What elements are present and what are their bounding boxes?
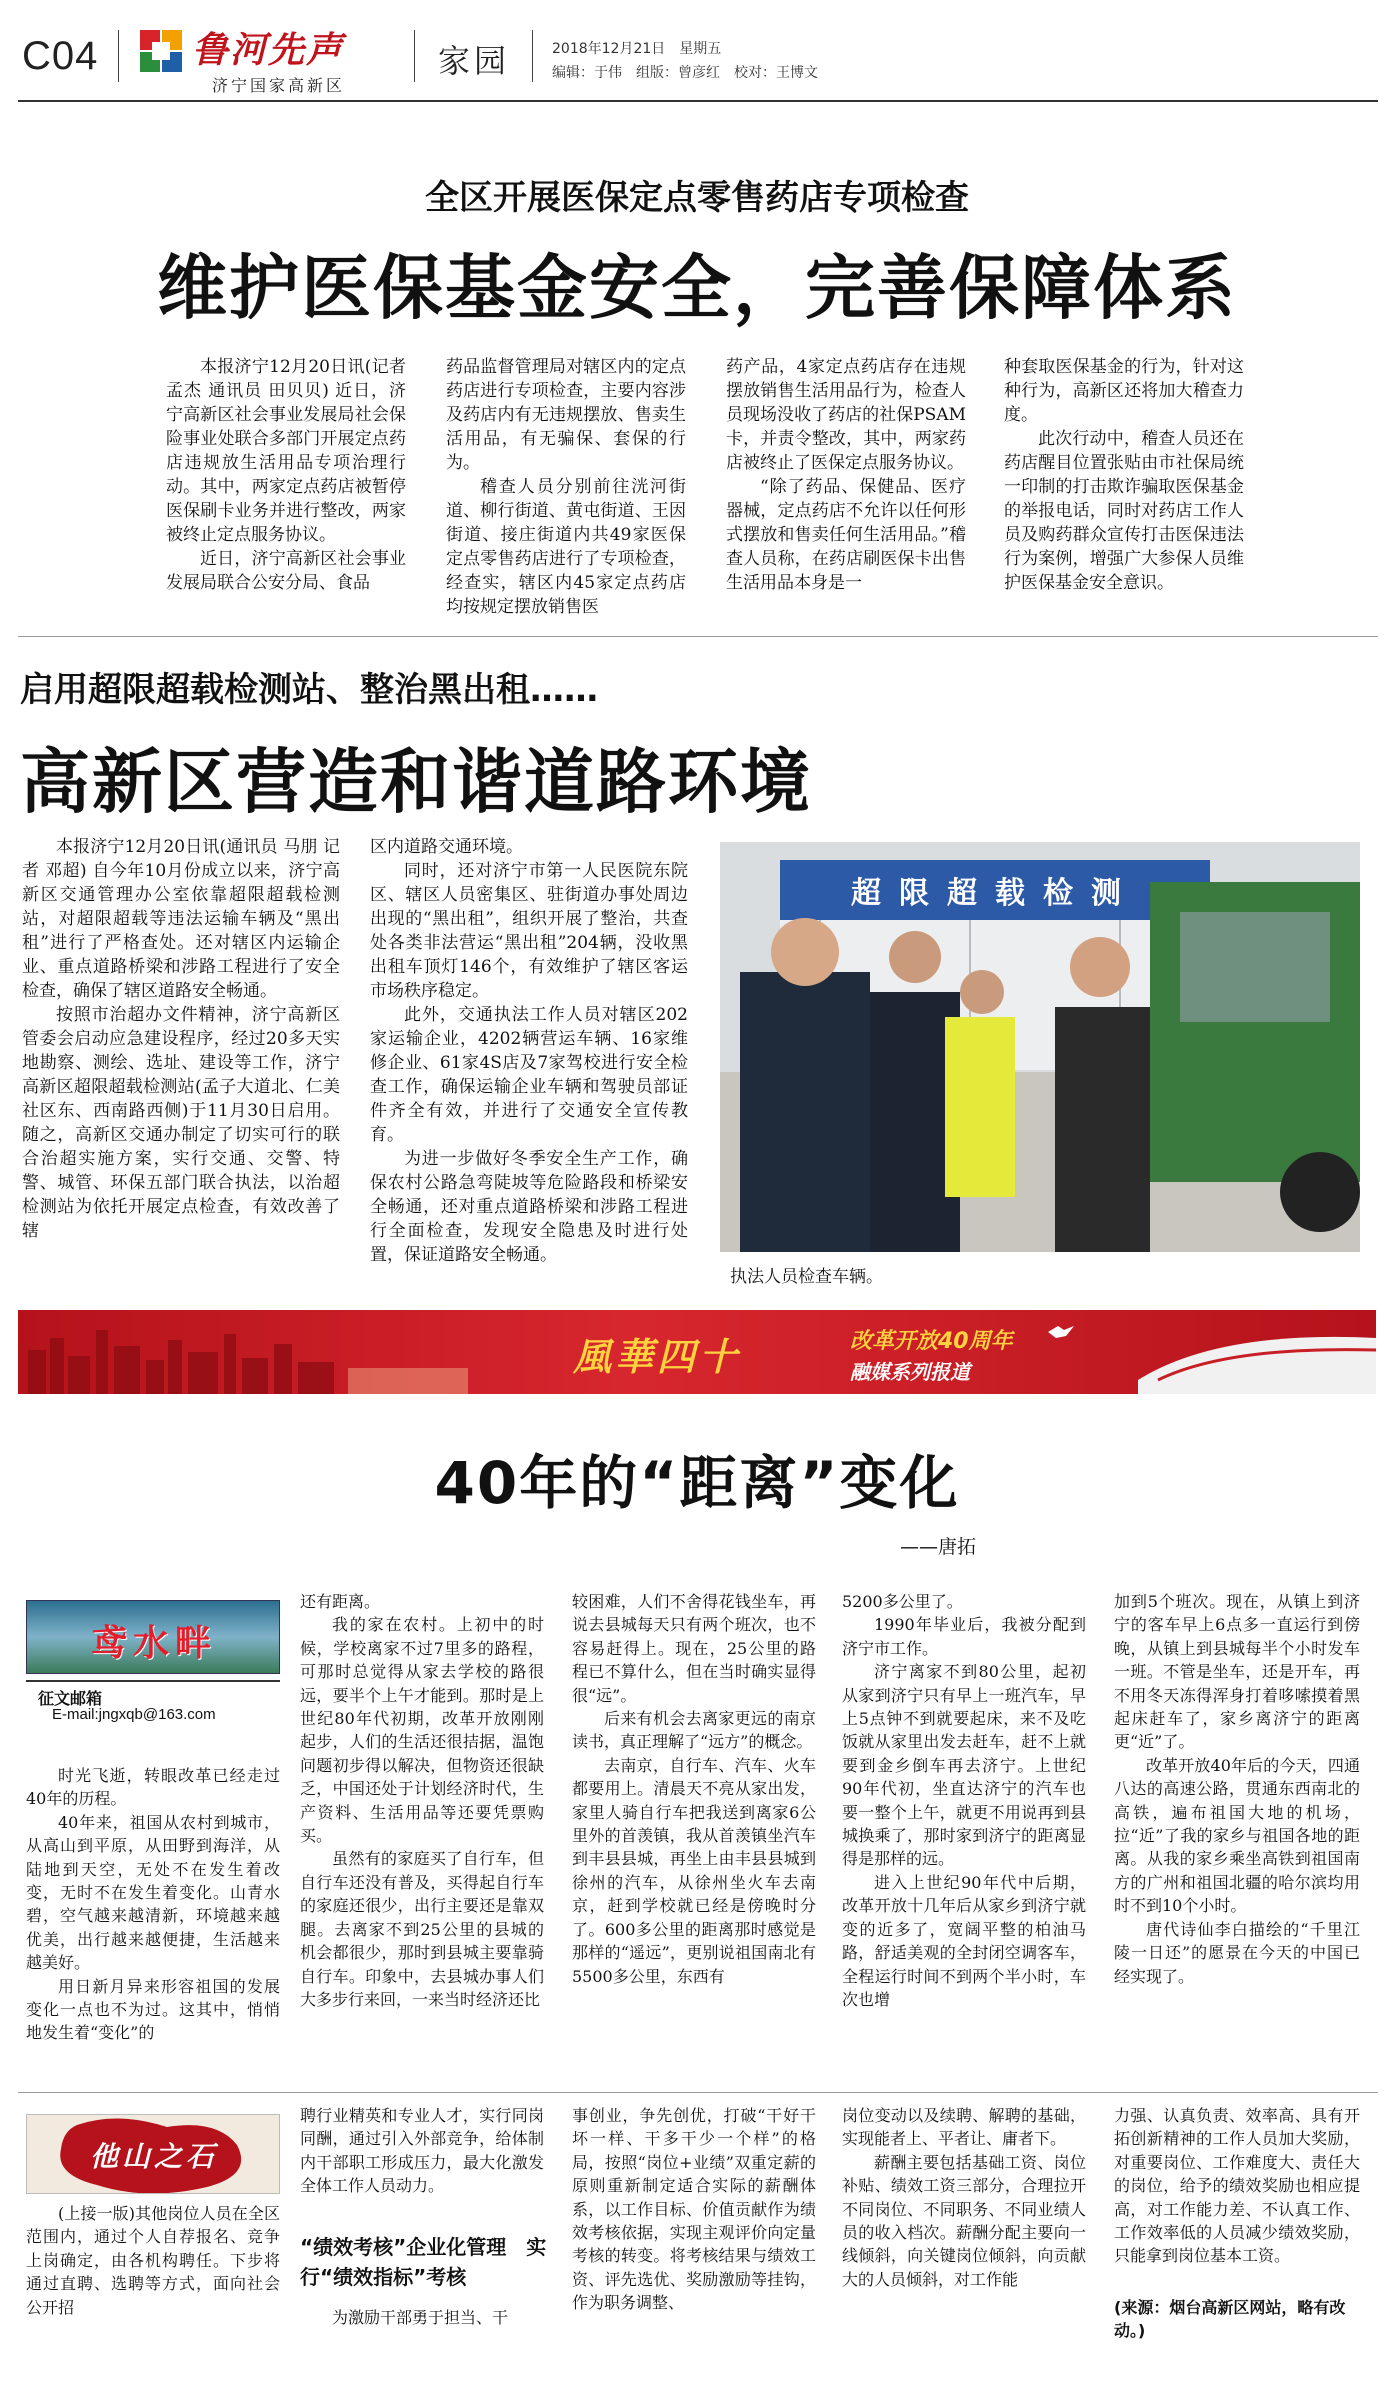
paragraph: 唐代诗仙李白描绘的“千里江陵一日还”的愿景在今天的中国已经实现了。	[1114, 1919, 1360, 1986]
banner-calligraphy: 風華四十	[573, 1334, 742, 1379]
paragraph: 本报济宁12月20日讯(记者 孟杰 通讯员 田贝贝) 近日，济宁高新区社会事业发展局社会保险事业处联合多部门开展定点药店违规放生活用品专项治理行动。其中，两家定点药店被暂停医保刷卡业务并进行整改，两家被终止定点服务协议。	[166, 357, 406, 545]
article1-headline: 维护医保基金安全，完善保障体系	[157, 247, 1237, 329]
paragraph: 近日，济宁高新区社会事业发展局联合公安分局、食品	[166, 549, 406, 593]
paragraph: 还有距离。	[300, 1592, 381, 1611]
masthead-subtitle: 济宁国家高新区	[212, 76, 346, 95]
paragraph: 此次行动中，稽查人员还在药店醒目位置张贴由市社保局统一印制的打击欺诈骗取医保基金的举报电话，同时对药店工作人员及购药群众宣传打击医保违法行为案例，增强广大参保人员维护医保基金安全意识。	[1004, 429, 1244, 593]
mailbox-box	[26, 1680, 280, 1726]
article4-source: (来源：烟台高新区网站，略有改动。)	[1114, 2298, 1346, 2340]
column-logo-text: 鸢水畔	[90, 1622, 217, 1664]
paragraph: 事创业，争先创优，打破“干好干坏一样、干多干少一个样”的格局，按照“岗位+业绩”双重定薪的原则重新制定适合实际的薪酬体系，以工作目标、价值贡献作为绩效考核依据，实现主观评价向定量考核的转变。将考核结果与绩效工资、评先选优、奖励激励等挂钩，作为职务调整、	[572, 2106, 816, 2313]
masthead-logo-icon	[140, 30, 182, 72]
article4-col4	[842, 2104, 1086, 2344]
paragraph: 改革开放40年后的今天，四通八达的高速公路，贯通东西南北的高铁，遍布祖国大地的机场，拉“近”了我的家乡与祖国各地的距离。从我的家乡乘坐高铁到祖国南方的广州和祖国北疆的哈尔滨均用时不到10个小时。	[1114, 1755, 1360, 1916]
masthead-title: 鲁河先声	[192, 29, 345, 71]
article2-photo	[720, 842, 1360, 1252]
article4-col3	[572, 2104, 816, 2344]
paragraph: “除了药品、保健品、医疗器械，定点药店不允许以任何形式摆放和售卖任何生活用品。”稽查人员称，在药店刷医保卡出售生活用品本身是一	[726, 477, 966, 593]
article1-col1	[166, 355, 406, 617]
article4-col2a	[300, 2104, 544, 2222]
paragraph: 我的家在农村。上初中的时候，学校离家不过7里多的路程，可那时总觉得从家去学校的路很远，要半个上午才能到。那时是上世纪80年代初期，改革开放刚刚起步，人们的生活还很拮据，温饱问题初步得以解决，但物资还很缺乏，中国还处于计划经济时代，生产资料、生活用品等还要凭票购买。	[300, 1615, 544, 1846]
article3-author: ——唐拓	[900, 1536, 977, 1558]
paragraph: 薪酬主要包括基础工资、岗位补贴、绩效工资三部分，合理拉开不同岗位、不同职务、不同业绩人员的收入档次。薪酬分配主要向一线倾斜，向关键岗位倾斜，向贡献大的人员倾斜，对工作能	[842, 2152, 1086, 2289]
issue-date: 2018年12月21日 星期五	[552, 41, 722, 57]
page-code: C04	[22, 34, 99, 78]
paragraph: 药品监督管理局对辖区内的定点药店进行专项检查，主要内容涉及药店内有无违规摆放、售卖生活用品，有无骗保、套保的行为。	[446, 357, 686, 473]
paragraph: 区内道路交通环境。	[370, 837, 523, 857]
article1-col2	[446, 355, 686, 617]
paragraph: 种套取医保基金的行为，针对这种行为，高新区还将加大稽查力度。	[1004, 357, 1244, 425]
section-name: 家园	[438, 42, 511, 80]
paragraph: 去南京，自行车、汽车、火车都要用上。清晨天不亮从家出发，家里人骑自行车把我送到离家6公里外的首羡镇，我从首羡镇坐汽车到丰县县城，再坐上由丰县县城到徐州的汽车，从徐州坐火车去南京，赶到学校就已经是傍晚时分了。600多公里的距离那时感觉是那样的“遥远”，更别说祖国南北有5500多公里，东西有	[572, 1755, 816, 1986]
article3-col3	[572, 1590, 816, 2080]
paragraph: 力强、认真负责、效率高、具有开拓创新精神的工作人员加大奖励，对重要岗位、工作难度大、责任大的岗位，给予的绩效奖励也相应提高，对工作能力差、不认真工作、工作效率低的人员减少绩效奖励，只能拿到岗位基本工资。	[1114, 2106, 1360, 2266]
paragraph: 岗位变动以及续聘、解聘的基础，实现能者上、平者让、庸者下。	[842, 2106, 1086, 2149]
article4-col5	[1114, 2104, 1360, 2294]
column-logo-text: 他山之石	[89, 2140, 218, 2173]
article4-col2b	[300, 2306, 544, 2336]
paragraph: 为激励干部勇于担当、干	[332, 2308, 509, 2327]
paragraph: 1990年毕业后，我被分配到济宁市工作。	[842, 1615, 1086, 1658]
header-divider-2	[414, 30, 415, 82]
article3-col2	[300, 1590, 544, 2080]
editor-credits: 编辑：于伟 组版：曾彦红 校对：王博文	[552, 65, 818, 81]
paragraph: 后来有机会去离家更远的南京读书，真正理解了“远方”的概念。	[572, 1709, 816, 1752]
column-logo-yuanshuipan	[26, 1600, 280, 1674]
paragraph: 用日新月异来形容祖国的发展变化一点也不为过。这其中，悄悄地发生着“变化”的	[26, 1976, 280, 2043]
paragraph: 济宁离家不到80公里，起初从家到济宁只有早上一班汽车，早上5点钟不到就要起床，来不及吃饭就从家里出发去赶车，赶不上就要到金乡倒车再去济宁。上世纪90年代初，坐直达济宁的汽车也要一整个上午，就更不用说再到县城换乘了，那时家到济宁的距离显得是那样的远。	[842, 1662, 1086, 1869]
article3-col4	[842, 1590, 1086, 2080]
paragraph: 40年来，祖国从农村到城市，从高山到平原，从田野到海洋，从陆地到天空，无处不在发生着改变，无时不在发生着变化。山青水碧，空气越来越清新，环境越来越优美，出行越来越便捷，生活越来越美好。	[26, 1812, 280, 1973]
mailbox-title: 征文邮箱	[38, 1689, 103, 1708]
banner-line-2: 融媒系列报道	[850, 1360, 970, 1384]
paragraph: 此外，交通执法工作人员对辖区202家运输企业，4202辆营运车辆、16家维修企业、61家4S店及7家驾校进行安全检查工作，确保运输企业车辆和驾驶员部证件齐全有效，并进行了交通安全宣传教育。	[370, 1005, 688, 1145]
article2-col2	[370, 835, 688, 1291]
mailbox-email: E-mail:jngxqb@163.com	[52, 1706, 216, 1723]
paragraph: 药产品，4家定点药店存在违规摆放销售生活用品行为，检查人员现场没收了药店的社保PSAM卡，并责令整改，其中，两家药店被终止了医保定点服务协议。	[726, 357, 966, 473]
article3-headline: 40年的“距离”变化	[434, 1449, 960, 1517]
series-banner	[18, 1310, 1376, 1394]
paragraph: 加到5个班次。现在，从镇上到济宁的客车早上6点多一直运行到傍晚，从镇上到县城每半个小时发车一班。不管是坐车，还是开车，再不用冬天冻得浑身打着哆嗦摸着黑起床赶车了，家乡离济宁的距离更“近”了。	[1114, 1592, 1360, 1752]
paragraph: 稽查人员分别前往洸河街道、柳行街道、黄屯街道、王因街道、接庄街道内共49家医保定点零售药店进行了专项检查，经查实，辖区内45家定点药店均按规定摆放销售医	[446, 477, 686, 617]
article2-kicker: 启用超限超载检测站、整治黑出租……	[20, 670, 598, 710]
banner-line-1: 改革开放40周年	[850, 1329, 1013, 1354]
paragraph: 较困难，人们不舍得花钱坐车，再说去县城每天只有两个班次，也不容易赶得上。现在，25公里的路程已不算什么，但在当时确实显得很“远”。	[572, 1592, 816, 1705]
photo-caption: 执法人员检查车辆。	[730, 1267, 883, 1287]
paragraph: 进入上世纪90年代中后期，改革开放十几年后从家乡到济宁就变的近多了，宽阔平整的柏油马路，舒适美观的全封闭空调客车，全程运行时间不到两个半小时，车次也增	[842, 1872, 1086, 2009]
header-divider-3	[532, 30, 533, 82]
paragraph: 聘行业精英和专业人才，实行同岗同酬，通过引入外部竞争，给体制内干部职工形成压力，最大化激发全体工作人员动力。	[300, 2106, 544, 2196]
section-rule	[18, 636, 1378, 637]
paragraph: 按照市治超办文件精神，济宁高新区管委会启动应急建设程序，经过20多天实地勘察、测绘、选址、建设等工作，济宁高新区超限超载检测站(孟子大道北、仁美社区东、西南路西侧)于11月30日启用。随之，高新区交通办制定了切实可行的联合治超实施方案，实行交通、交警、特警、城管、环保五部门联合执法，以治超检测站为依托开展定点检查，有效改善了辖	[22, 1005, 340, 1241]
paragraph: 时光飞逝，转眼改革已经走过40年的历程。	[26, 1766, 280, 1809]
paragraph: (上接一版)其他岗位人员在全区范围内，通过个人自荐报名、竞争上岗确定，由各机构聘任。下步将通过直聘、选聘等方式，面向社会公开招	[26, 2204, 280, 2317]
header-rule	[18, 100, 1378, 102]
paragraph: 5200多公里了。	[842, 1592, 963, 1611]
article4-col1	[26, 2202, 280, 2342]
photo-sign-text: 超限超载检测	[851, 876, 1139, 911]
article2-headline: 高新区营造和谐道路环境	[20, 741, 812, 823]
section-rule	[18, 2092, 1378, 2093]
column-logo-tashanzhishi	[26, 2114, 280, 2194]
paragraph: 同时，还对济宁市第一人民医院东院区、辖区人员密集区、驻街道办事处周边出现的“黑出租”，组织开展了整治，共查处各类非法营运“黑出租”204辆，没收黑出租车顶灯146个，有效维护了辖区客运市场秩序稳定。	[370, 861, 688, 1001]
article1-kicker: 全区开展医保定点零售药店专项检查	[425, 178, 969, 218]
article3-col1	[26, 1764, 280, 2080]
article3-col5	[1114, 1590, 1360, 2080]
paragraph: 本报济宁12月20日讯(通讯员 马朋 记者 邓超) 自今年10月份成立以来，济宁高新区交通管理办公室依靠超限超载检测站，对超限超载等违法运输车辆及“黑出租”进行了严格查处。还对辖区内运输企业、重点道路桥梁和涉路工程进行了安全检查，确保了辖区道路安全畅通。	[22, 837, 340, 1001]
paragraph: 为进一步做好冬季安全生产工作，确保农村公路急弯陡坡等危险路段和桥梁安全畅通，还对重点道路桥梁和涉路工程进行全面检查，发现安全隐患及时进行处置，保证道路安全畅通。	[370, 1149, 688, 1265]
article1-col4	[1004, 355, 1244, 617]
paragraph: 虽然有的家庭买了自行车，但自行车还没有普及，买得起自行车的家庭还很少，出行主要还是靠双腿。去离家不到25公里的县城的机会都很少，那时到县城主要靠骑自行车。印象中，去县城办事人们大多步行来回，一来当时经济还比	[300, 1849, 544, 2009]
page-header	[0, 0, 1394, 100]
article1-col3	[726, 355, 966, 617]
article2-col1	[22, 835, 340, 1291]
article4-subhead: “绩效考核”企业化管理 实行“绩效指标”考核	[300, 2235, 547, 2289]
header-divider-1	[118, 30, 119, 82]
